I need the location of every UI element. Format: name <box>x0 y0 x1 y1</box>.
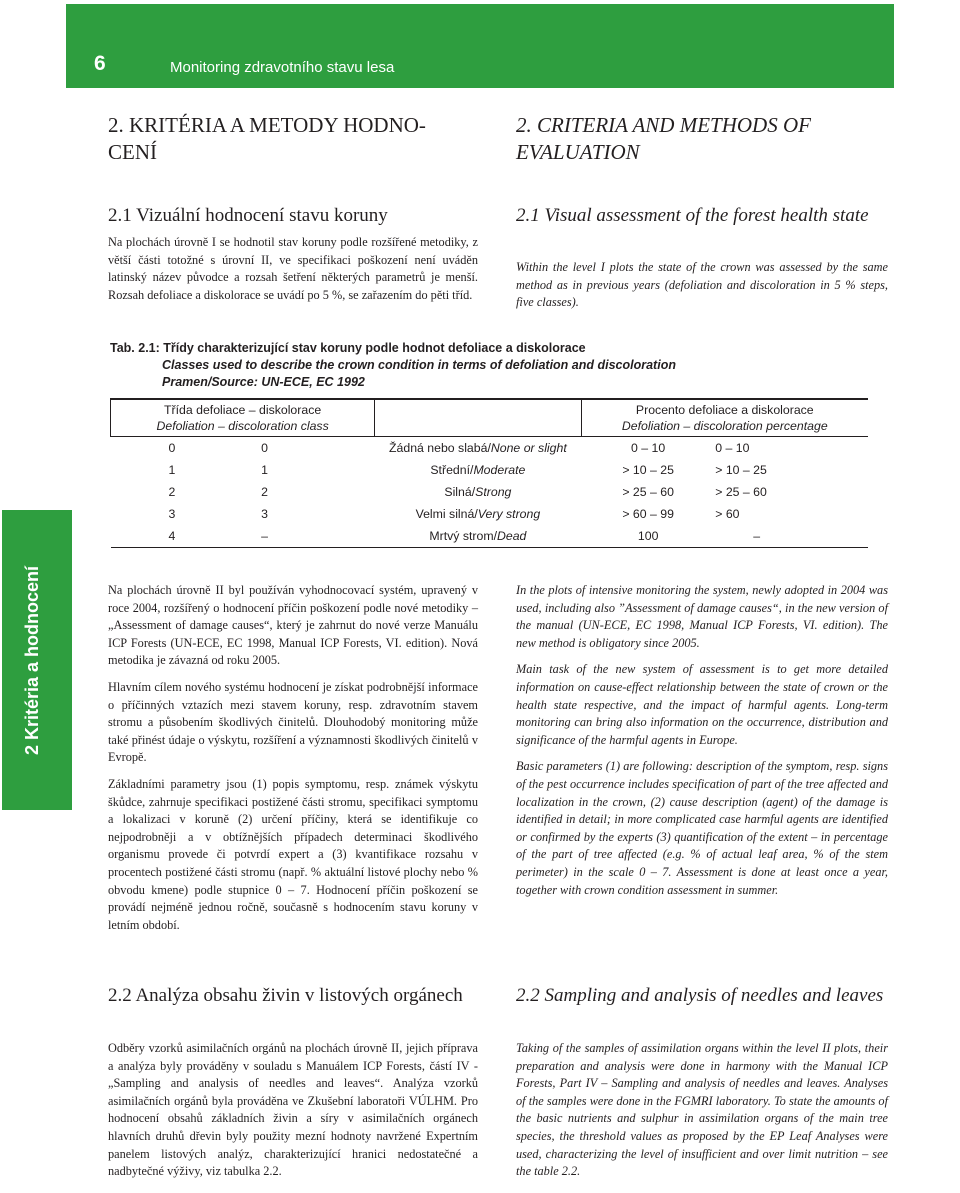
description-en: Moderate <box>473 463 526 477</box>
discoloration-percent: > 60 <box>715 507 740 521</box>
description-cs: Silná/ <box>444 485 476 499</box>
description-cs: Střední/ <box>430 463 474 477</box>
class-description <box>375 525 581 548</box>
paragraph-cs: Odběry vzorků asimilačních orgánů na plochách úrovně II, jejich příprava a analýza byly prováděny v souladu s Manuálem ICP Forests, částí IV - „Sampling and analysis of needles and leaves“. Analýza vzorků asimilačních orgánů byla prováděna ve Zkušební laboratoři VÚLHM. Pro hodnocení obsahů základních živin a síry v asimilačních orgánech hlavních druhů dřevin byly použity mezní hodnoty navržené Expertním panelem listových analýz, charakterizující hranici nedostatečné a nadbytečné výživy, viz tabulka 2.2. <box>108 1041 478 1179</box>
subsection-title-en: 2.1 Visual assessment of the forest health state <box>516 205 869 226</box>
table-caption-en: Classes used to describe the crown condition in terms of defoliation and discoloration <box>162 358 676 372</box>
class-description <box>375 481 581 503</box>
defoliation-class: 2 <box>168 485 176 499</box>
class-description <box>375 437 581 460</box>
section-title-cs: 2. KRITÉRIA A METODY HODNO-CENÍ <box>108 113 426 164</box>
header-percentage <box>581 399 868 437</box>
subsection-title-cs: 2.2 Analýza obsahu živin v listových orgánech <box>108 985 463 1006</box>
table-caption-cs: Tab. 2.1: Třídy charakterizující stav koruny podle hodnot defoliace a diskolorace <box>110 341 586 355</box>
class-description <box>375 503 581 525</box>
description-en: Strong <box>475 485 512 499</box>
defoliation-class: 0 <box>168 441 176 455</box>
paragraph-cs: Základními parametry jsou (1) popis symptomu, resp. známek výskytu škůdce, zahrnuje specifikaci postižené části stromu, specifikaci symptomu a lokalizaci v koruně (2) určení příčiny, která se identifikuje co nejpodrobněji a v obtížnějších případech determinaci škodlivého organismu provede či potvrdí expert a (3) kvantifikace rozsahu v procentech postižené části stromu (např. % aktuální listové plochy nebo % obvodu kmene) podle stupnice 0 – 7. Hodnocení příčin poškození se provádí nejméně jednou ročně, současně s hodnocením stavu koruny v letním období. <box>108 776 478 932</box>
section-title-en: 2. CRITERIA AND METHODS OF EVALUATION <box>516 113 811 164</box>
header-description <box>375 399 581 437</box>
paragraph-en: Taking of the samples of assimilation organs within the level II plots, their preparation and analysis were done in harmony with the Manual ICP Forests, Part IV – Sampling and analysis of needles and leaves. Analyses of the samples were done in the FGMRI laboratory. To state the amounts of the basic nutrients and sulphur in assimilation organs of the main tree species, the threshold values as proposed by the EP Leaf Analyses were used, characterizing the level of insufficient and over limit nutrition – see the table 2.2. <box>516 1041 888 1179</box>
discoloration-class: 2 <box>261 485 269 499</box>
class-description <box>375 459 581 481</box>
defoliation-percent: 0 – 10 <box>631 441 666 455</box>
paragraph-en: Within the level I plots the state of the crown was assessed by the same method as in previous years (defoliation and discoloration in 5 % steps, five classes). <box>516 260 888 310</box>
discoloration-percent: > 25 – 60 <box>715 485 767 499</box>
table-row <box>111 437 869 460</box>
crown-condition-table <box>110 398 868 548</box>
description-cs: Mrtvý strom/ <box>429 529 497 543</box>
defoliation-percent: 100 <box>581 525 715 548</box>
header-pct-cs: Procento defoliace a diskolorace <box>635 403 814 417</box>
description-cs: Žádná nebo slabá/ <box>389 441 491 455</box>
description-en: Very strong <box>477 507 541 521</box>
defoliation-percent: > 60 – 99 <box>622 507 674 521</box>
header-class <box>111 399 375 437</box>
header-pct-en: Defoliation – discoloration percentage <box>621 419 828 433</box>
description-cs: Velmi silná/ <box>415 507 478 521</box>
table-row <box>111 503 869 525</box>
table-row <box>111 481 869 503</box>
defoliation-class: 1 <box>168 463 176 477</box>
table-header-row <box>111 399 869 437</box>
paragraph-cs: Na plochách úrovně I se hodnotil stav koruny podle rozšířené metodiky, z větší části totožné s úrovní II, ve specifikaci poškození není uváděn latinský název původce a rozsah šetření některých parametrů je menší. Rozsah defoliace a diskolorace se uvádí po 5 %, se zařazením do pěti tříd. <box>108 235 478 302</box>
subsection-title-cs: 2.1 Vizuální hodnocení stavu koruny <box>108 205 388 226</box>
discoloration-class: 3 <box>261 507 269 521</box>
discoloration-percent: 0 – 10 <box>715 441 750 455</box>
page-number: 6 <box>94 52 106 75</box>
discoloration-class: 0 <box>261 441 269 455</box>
paragraph-en: In the plots of intensive monitoring the system, newly adopted in 2004 was used, including also ”Assessment of damage causes“, in the new version of the manual (UN-ECE, EC 1998, Manual ICP Forests, VI. edition). The new method is obligatory since 2005. <box>516 583 888 650</box>
table-caption <box>110 340 676 391</box>
discoloration-class: – <box>261 525 375 548</box>
defoliation-class: 3 <box>168 507 176 521</box>
defoliation-class: 4 <box>111 525 262 548</box>
defoliation-percent: > 10 – 25 <box>622 463 674 477</box>
header-class-cs: Třída defoliace – diskolorace <box>163 403 322 417</box>
body-text-en <box>516 582 888 908</box>
body-text-cs <box>108 582 478 943</box>
header-class-en: Defoliation – discoloration class <box>156 419 329 433</box>
paragraph-cs: Hlavním cílem nového systému hodnocení je získat podrobnější informace o příčinných vztazích mezi stavem koruny, resp. zdravotním stavem stromu a působením škodlivých činitelů. Dlouhodobý monitoring může také přinést údaje o výskytu, rozšíření a významnosti škodlivých činitelů v Evropě. <box>108 679 478 765</box>
chapter-side-label: 2 Kritéria a hodnocení <box>22 565 42 755</box>
paragraph-en: Basic parameters (1) are following: description of the symptom, resp. signs of the pest occurrence includes specification of part of the tree affected and localization in the crown, (2) cause description (agent) of the damage is identified in detail; in more complicated case harmful agents are identified or confirmed by the experts (3) quantification of the extent – in percentage of the part of tree affected (e.g. % of actual leaf area, % of the stem perimeter) in the scale 0 – 7. Assessment is done at least once a year, together with crown condition assessment in summer. <box>516 759 888 897</box>
running-title: Monitoring zdravotního stavu lesa <box>170 59 395 76</box>
defoliation-percent: > 25 – 60 <box>622 485 674 499</box>
table-row <box>111 459 869 481</box>
subsection-title-en: 2.2 Sampling and analysis of needles and leaves <box>516 985 884 1006</box>
table-caption-source: Pramen/Source: UN-ECE, EC 1992 <box>162 375 365 389</box>
discoloration-percent: > 10 – 25 <box>715 463 767 477</box>
discoloration-percent: – <box>715 525 868 548</box>
table-row <box>111 525 869 548</box>
description-en: Dead <box>497 529 527 543</box>
paragraph-cs: Na plochách úrovně II byl používán vyhodnocovací systém, upravený v roce 2004, rozšířený o hodnocení příčin poškození podle nové metodiky – „Assessment of damage causes“, který je zahrnut do nové verze Manuálu ICP Forests (UN-ECE, EC 1998, Manual ICP Forests, VI. edition). Nová metodika je závazná od roku 2005. <box>108 583 478 668</box>
paragraph-en: Main task of the new system of assessment is to get more detailed information on cause-effect relationship between the state of crown or the health state respective, and the impact of harmful agents. Long-term monitoring can bring also information on the occurrence, distribution and significance of the harmful agents in Europe. <box>516 662 888 747</box>
discoloration-class: 1 <box>261 463 269 477</box>
description-en: None or slight <box>490 441 567 455</box>
